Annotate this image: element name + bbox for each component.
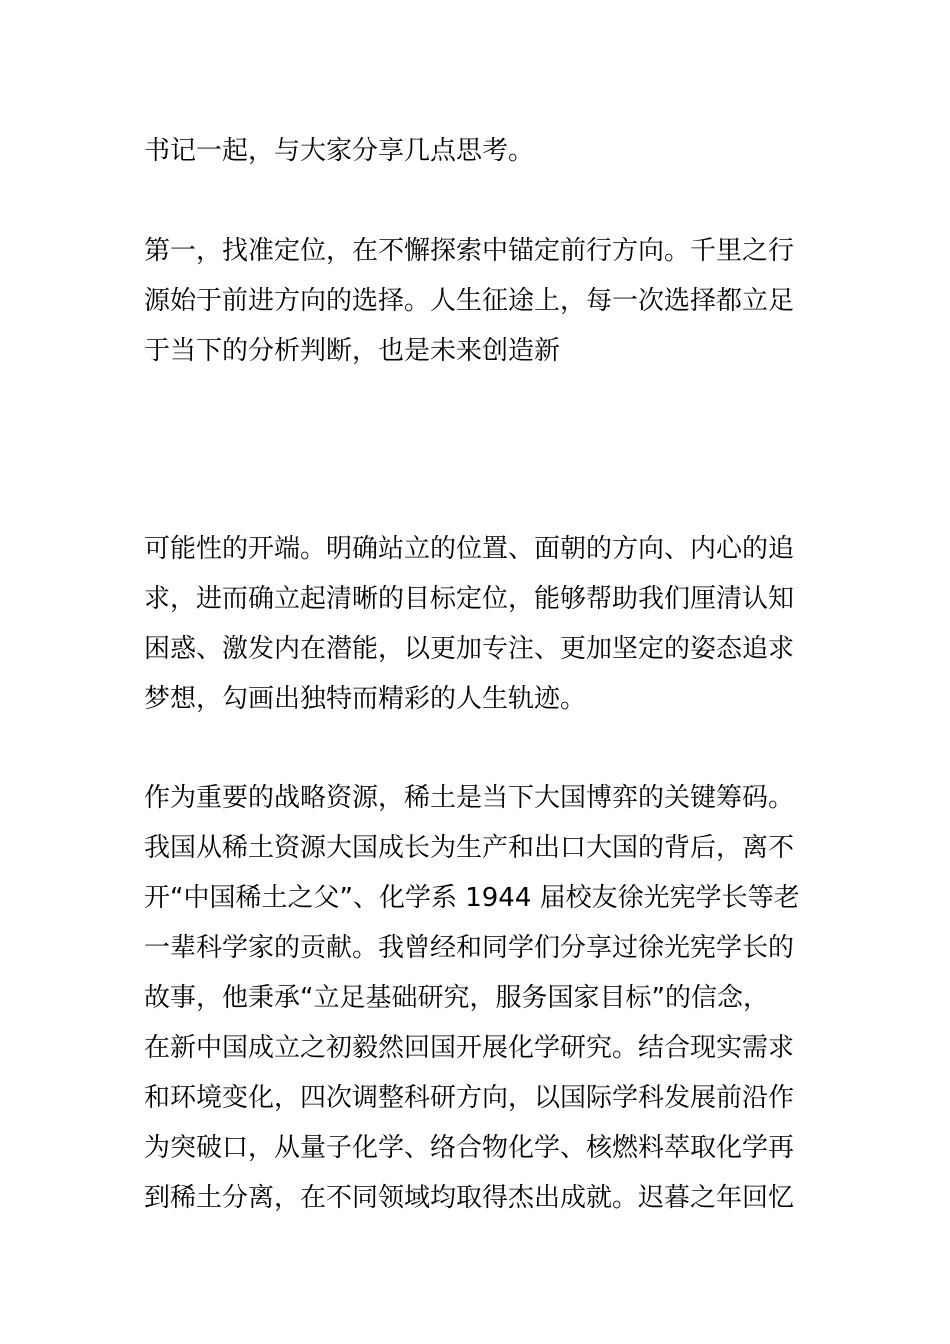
text-line: 困惑、激发内在潜能，以更加专注、更加坚定的姿态追求 xyxy=(144,634,795,664)
text-line: 求，进而确立起清晰的目标定位，能够帮助我们厘清认知 xyxy=(144,584,795,614)
text-line: 书记一起，与大家分享几点思考。 xyxy=(144,136,535,166)
text-line: 一辈科学家的贡献。我曾经和同学们分享过徐光宪学长的 xyxy=(144,933,795,963)
text-line: 作为重要的战略资源，稀土是当下大国博弈的关键筹码。 xyxy=(144,783,795,813)
text-line: 为突破口，从量子化学、络合物化学、核燃料萃取化学再 xyxy=(144,1133,795,1163)
text-line: 和环境变化，四次调整科研方向，以国际学科发展前沿作 xyxy=(144,1083,795,1113)
text-line: 到稀土分离，在不同领域均取得杰出成就。迟暮之年回忆 xyxy=(144,1183,795,1213)
text-line: 开“中国稀土之父”、化学系 1944 届校友徐光宪学长等老 xyxy=(144,883,800,913)
text-line: 可能性的开端。明确站立的位置、面朝的方向、内心的追 xyxy=(144,534,795,564)
text-line: 我国从稀土资源大国成长为生产和出口大国的背后，离不 xyxy=(144,833,795,863)
text-line: 源始于前进方向的选择。人生征途上，每一次选择都立足 xyxy=(144,286,795,316)
text-line: 在新中国成立之初毅然回国开展化学研究。结合现实需求 xyxy=(144,1033,795,1063)
text-line: 于当下的分析判断，也是未来创造新 xyxy=(144,336,561,366)
text-line: 梦想，勾画出独特而精彩的人生轨迹。 xyxy=(144,684,587,714)
text-line: 故事，他秉承“立足基础研究，服务国家目标”的信念， xyxy=(144,983,769,1013)
text-line: 第一，找准定位，在不懈探索中锚定前行方向。千里之行 xyxy=(144,236,795,266)
